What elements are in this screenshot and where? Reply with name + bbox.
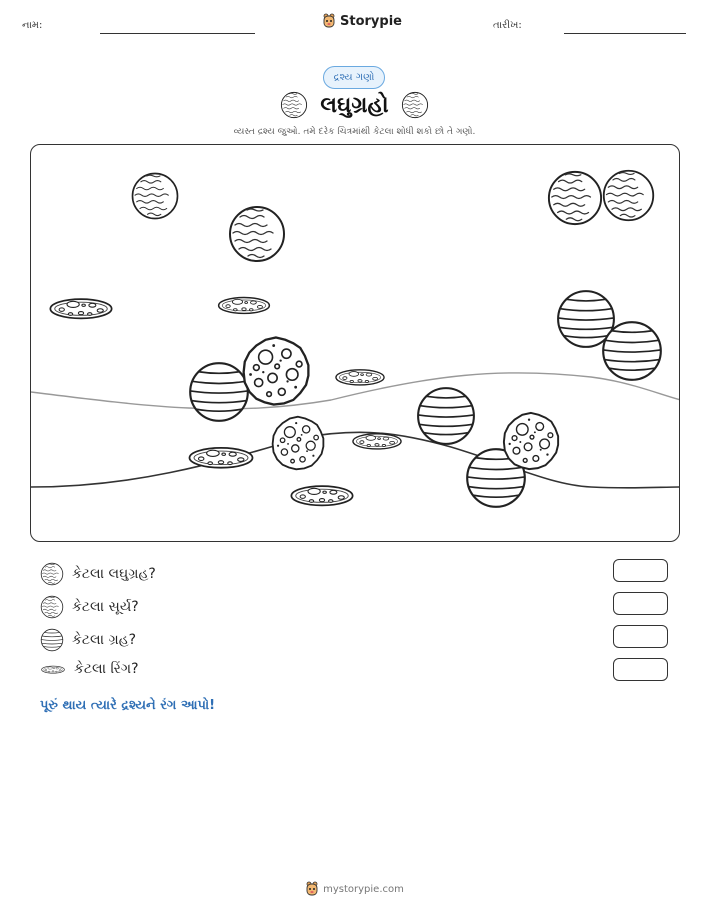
striped-planet xyxy=(418,388,474,444)
question-row xyxy=(40,661,139,677)
category-pill: દ્રશ્ય ગણો xyxy=(323,66,385,89)
brand-logo xyxy=(322,13,402,29)
flat-ring xyxy=(219,297,270,313)
answer-box[interactable] xyxy=(613,658,668,681)
brand-name: Storypie xyxy=(340,13,402,29)
swirl-sphere xyxy=(549,172,601,224)
swirl-sun-icon xyxy=(280,91,308,119)
answer-box[interactable] xyxy=(613,592,668,615)
swirl-sphere xyxy=(230,207,284,261)
flat-ring xyxy=(190,448,253,468)
answer-box[interactable] xyxy=(613,625,668,648)
question-text: કેટલા રિંગ? xyxy=(74,661,139,677)
cratered-asteroid xyxy=(273,417,324,470)
mascot-icon xyxy=(305,881,319,897)
cratered-asteroid xyxy=(244,337,309,404)
striped-planet xyxy=(190,363,248,421)
question-row xyxy=(40,595,139,619)
footer xyxy=(0,881,709,897)
question-text: કેટલા લઘુગ્રહ? xyxy=(72,566,156,582)
cratered-asteroid xyxy=(504,413,558,469)
mascot-icon xyxy=(322,13,336,29)
striped-planet-icon xyxy=(40,628,64,652)
flat-ring xyxy=(50,299,111,318)
question-text: કેટલા ગ્રહ? xyxy=(72,632,137,648)
ring-icon xyxy=(40,662,66,676)
question-text: કેટલા સૂર્ય? xyxy=(72,599,139,615)
swirl-sphere xyxy=(604,171,654,221)
name-label: નામ: xyxy=(22,20,43,31)
cratered-asteroid-icon xyxy=(40,562,64,586)
title-row xyxy=(0,91,709,119)
swirl-sun-icon xyxy=(401,91,429,119)
swirl-sun-icon xyxy=(40,595,64,619)
footer-site: mystorypie.com xyxy=(323,883,404,895)
flat-ring xyxy=(336,370,384,385)
name-line[interactable] xyxy=(100,33,255,34)
instructions: વ્યસ્ત દ્રશ્ય જુઓ. તમે દરેક ચિત્રમાંથી કેટલા શોધી શકો છો તે ગણો. xyxy=(233,127,476,137)
striped-planet xyxy=(603,322,661,380)
date-line[interactable] xyxy=(564,33,686,34)
counting-scene xyxy=(30,144,680,542)
answer-box[interactable] xyxy=(613,559,668,582)
swirl-sphere xyxy=(133,174,178,219)
flat-ring xyxy=(353,434,401,449)
date-label: તારીખ: xyxy=(493,20,522,31)
page-title: લઘુગ્રહો xyxy=(320,92,389,118)
question-row xyxy=(40,562,156,586)
coloring-note: પૂરું થાય ત્યારે દ્રશ્યને રંગ આપો! xyxy=(40,698,216,713)
flat-ring xyxy=(291,486,352,505)
scene-drawing xyxy=(31,145,680,542)
question-row xyxy=(40,628,136,652)
